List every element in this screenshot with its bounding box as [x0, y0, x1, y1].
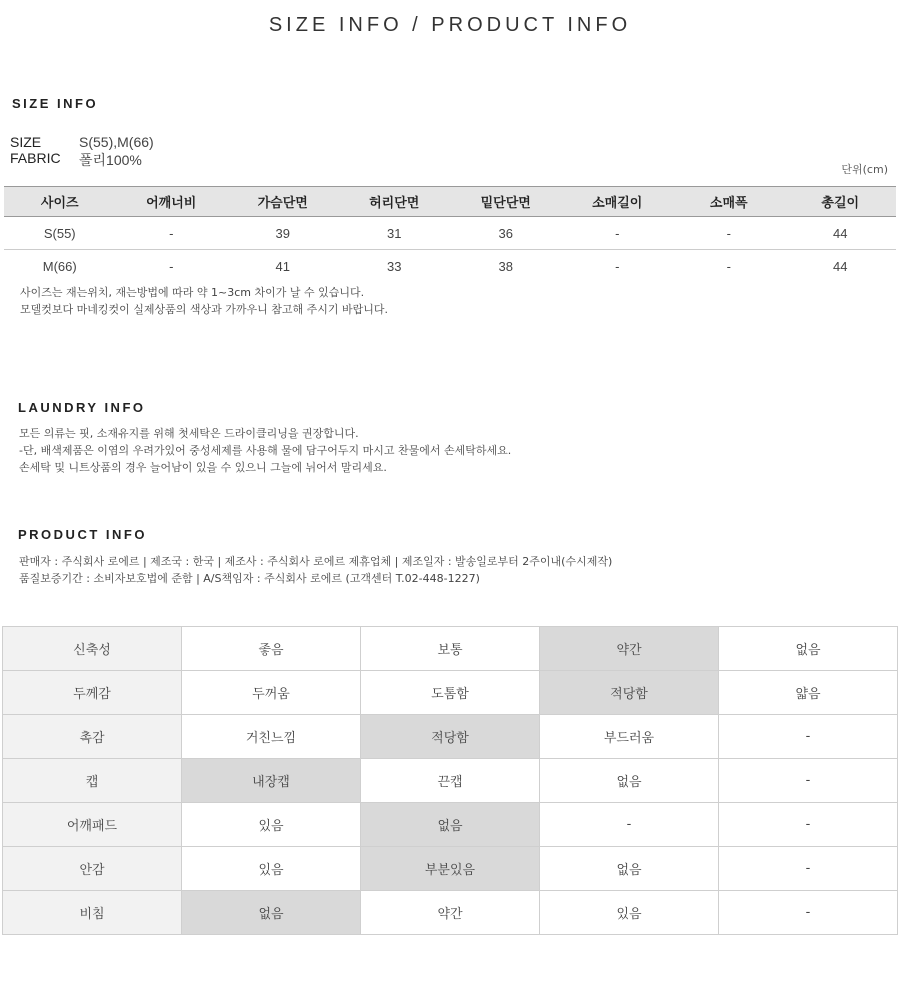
table-row [4, 250, 896, 283]
product-info-heading: PRODUCT INFO [18, 527, 147, 542]
property-label: 캡 [3, 759, 182, 803]
property-option: 없음 [540, 847, 719, 891]
fabric-properties-table [2, 626, 898, 935]
table-cell: 39 [227, 217, 339, 250]
table-cell: 33 [387, 258, 402, 274]
table-cell: - [726, 258, 731, 274]
header-cell: 소매폭 [673, 187, 785, 217]
table-cell: 44 [785, 217, 897, 250]
product-line: 판매자 : 주식회사 로에르 | 제조국 : 한국 | 제조사 : 주식회사 로에르 제휴업체 | 제조일자 : 발송일로부터 2주이내(수시제작) [19, 555, 613, 568]
property-option: - [719, 759, 898, 803]
table-cell: 36 [450, 217, 562, 250]
table-cell: 31 [339, 217, 451, 250]
header-cell: 총길이 [785, 187, 897, 217]
property-label: 두께감 [3, 671, 182, 715]
property-row [3, 715, 898, 759]
property-option-selected: 부분있음 [361, 847, 540, 891]
laundry-text [19, 425, 511, 476]
table-cell: 38 [498, 258, 513, 274]
header-cell: 어깨너비 [116, 187, 228, 217]
property-option: 부드러움 [540, 715, 719, 759]
property-row [3, 847, 898, 891]
property-option: 약간 [361, 891, 540, 935]
size-value: S(55),M(66) [79, 134, 154, 150]
property-option-selected: 없음 [182, 891, 361, 935]
property-row [3, 759, 898, 803]
property-option: 없음 [540, 759, 719, 803]
property-row [3, 803, 898, 847]
table-row [4, 217, 896, 250]
property-option: 얇음 [719, 671, 898, 715]
table-cell: - [116, 217, 228, 250]
property-row [3, 891, 898, 935]
product-text [19, 553, 612, 587]
laundry-line: 모든 의류는 핏, 소재유지를 위해 첫세탁은 드라이클리닝을 권장합니다. [19, 427, 359, 440]
property-option: 도톰함 [361, 671, 540, 715]
property-option-selected: 없음 [361, 803, 540, 847]
fabric-value: 폴리100% [79, 152, 142, 168]
size-label: SIZE [10, 134, 42, 150]
fabric-spec [10, 150, 310, 168]
header-cell: 가슴단면 [227, 187, 339, 217]
table-cell: S(55) [4, 217, 116, 250]
page-title: SIZE INFO / PRODUCT INFO [268, 14, 632, 36]
header-cell: 사이즈 [4, 187, 116, 217]
property-option-selected: 내장캡 [182, 759, 361, 803]
laundry-info-heading: LAUNDRY INFO [18, 400, 146, 415]
property-row [3, 627, 898, 671]
table-cell: - [615, 258, 620, 274]
property-option-selected: 약간 [540, 627, 719, 671]
header-cell: 소매길이 [562, 187, 674, 217]
table-cell: 44 [833, 258, 848, 274]
property-label: 신축성 [3, 627, 182, 671]
property-option: 없음 [719, 627, 898, 671]
size-table-header [4, 187, 896, 217]
table-cell: M(66) [42, 258, 77, 274]
header-cell: 허리단면 [339, 187, 451, 217]
property-option: 있음 [182, 847, 361, 891]
table-cell: - [169, 258, 174, 274]
unit-label: 단위(cm) [841, 163, 888, 176]
property-label: 어깨패드 [3, 803, 182, 847]
property-option: - [719, 847, 898, 891]
property-option-selected: 적당함 [540, 671, 719, 715]
header-cell: 밑단단면 [450, 187, 562, 217]
property-row [3, 671, 898, 715]
property-label: 촉감 [3, 715, 182, 759]
property-option: 끈캡 [361, 759, 540, 803]
product-line: 품질보증기간 : 소비자보호법에 준함 | A/S책임자 : 주식회사 로에르 (고객센터 T.02-448-1227) [19, 572, 480, 585]
size-info-heading: SIZE INFO [12, 96, 99, 111]
table-cell: - [562, 217, 674, 250]
property-option: - [719, 803, 898, 847]
property-option-selected: 적당함 [361, 715, 540, 759]
fabric-label: FABRIC [10, 150, 61, 166]
note-line: 모델컷보다 마네킹컷이 실제상품의 색상과 가까우니 참고해 주시기 바랍니다. [20, 303, 389, 316]
size-notes [20, 284, 388, 318]
property-option: 있음 [540, 891, 719, 935]
property-option: 있음 [182, 803, 361, 847]
property-option: 거친느낌 [182, 715, 361, 759]
table-cell: 41 [275, 258, 290, 274]
laundry-line: -단, 배색제품은 이염의 우려가있어 중성세제를 사용해 물에 담구어두지 마시고 찬물에서 손세탁하세요. [19, 444, 512, 457]
property-option: 보통 [361, 627, 540, 671]
property-option: 두꺼움 [182, 671, 361, 715]
property-option: - [719, 891, 898, 935]
laundry-line: 손세탁 및 니트상품의 경우 늘어남이 있을 수 있으니 그늘에 뉘어서 말리세요. [19, 461, 387, 474]
property-label: 안감 [3, 847, 182, 891]
property-option: - [540, 803, 719, 847]
property-label: 비침 [3, 891, 182, 935]
table-cell: - [673, 217, 785, 250]
property-option: - [719, 715, 898, 759]
size-table [4, 186, 896, 283]
note-line: 사이즈는 재는위치, 재는방법에 따라 약 1~3cm 차이가 날 수 있습니다. [20, 286, 365, 299]
property-option: 좋음 [182, 627, 361, 671]
